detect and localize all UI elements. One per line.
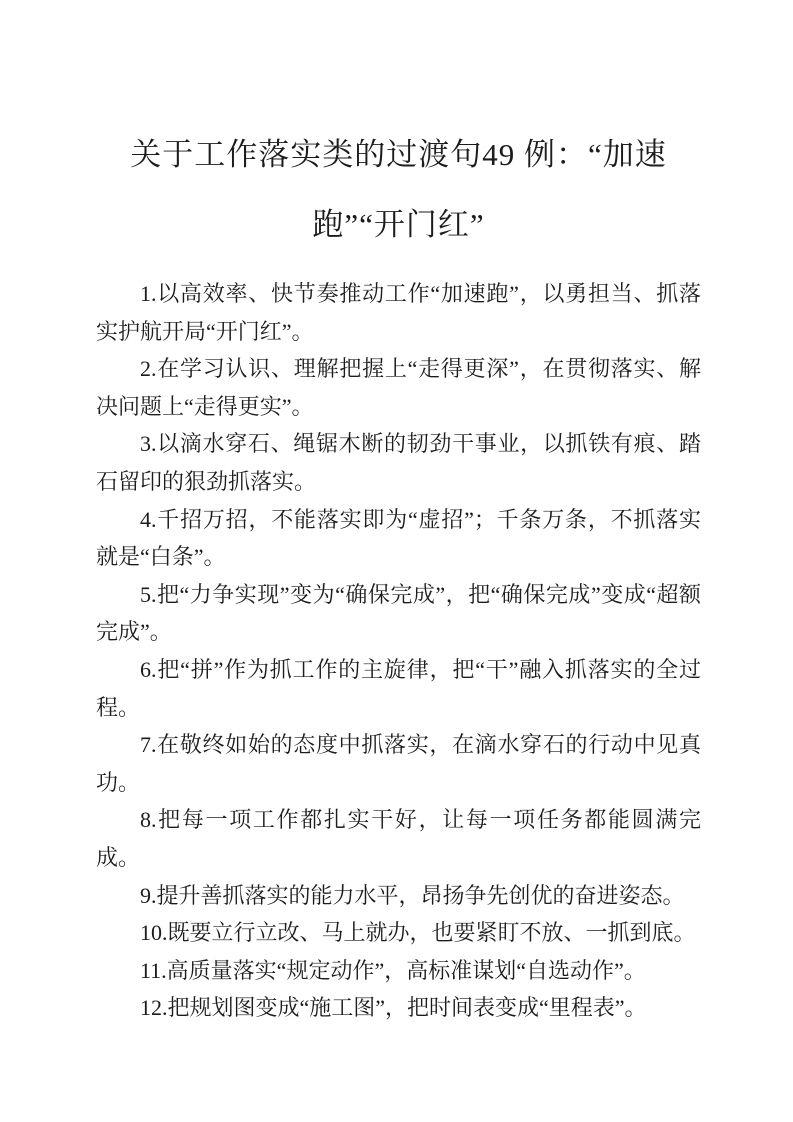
title-line-2: 跑”“开门红” xyxy=(312,207,485,242)
list-item-10: 10.既要立行立改、马上就办，也要紧盯不放、一抓到底。 xyxy=(140,920,696,946)
list-item-4: 4.千招万招，不能落实即为“虚招”；千条万条，不抓落实就是“白条”。 xyxy=(96,506,701,570)
list-item-2: 2.在学习认识、理解把握上“走得更深”，在贯彻落实、解决问题上“走得更实”。 xyxy=(96,356,701,419)
list-item-6: 6.把“拼”作为抓工作的主旋律，把“干”融入抓落实的全过程。 xyxy=(96,656,701,720)
list-item-7: 7.在敬终如始的态度中抓落实，在滴水穿石的行动中见真功。 xyxy=(96,732,701,795)
list-item-1: 1.以高效率、快节奏推动工作“加速跑”，以勇担当、抓落实护航开局“开门红”。 xyxy=(96,281,701,344)
list-item-9: 9.提升善抓落实的能力水平，昂扬争先创优的奋进姿态。 xyxy=(140,882,685,908)
list-item-11: 11.高质量落实“规定动作”，高标准谋划“自选动作”。 xyxy=(140,957,646,983)
list-item-12: 12.把规划图变成“施工图”，把时间表变成“里程表”。 xyxy=(140,995,647,1021)
list-item-5: 5.把“力争实现”变为“确保完成”，把“确保完成”变成“超额完成”。 xyxy=(96,581,701,645)
list-item-3: 3.以滴水穿石、绳锯木断的韧劲干事业，以抓铁有痕、踏石留印的狠劲抓落实。 xyxy=(96,431,701,494)
title-line-1: 关于工作落实类的过渡句49 例：“加速 xyxy=(130,137,667,172)
document-body xyxy=(96,275,701,1027)
list-item-8: 8.把每一项工作都扎实干好，让每一项任务都能圆满完成。 xyxy=(96,807,701,870)
document-title xyxy=(96,120,701,260)
